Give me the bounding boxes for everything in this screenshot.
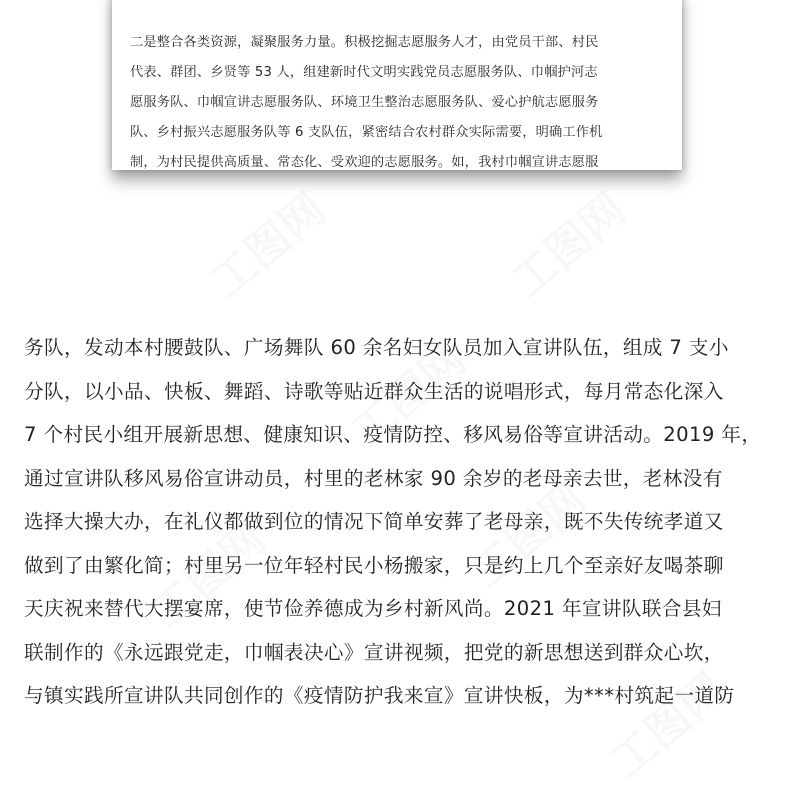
card-text-line: 代表、群团、乡贤等 53 人，组建新时代文明实践党员志愿服务队、巾帼护河志	[130, 65, 598, 80]
body-text-line: 做到了由繁化简；村里另一位年轻村民小杨搬家，只是约上几个至亲好友喝茶聊	[24, 553, 724, 577]
card-text-line: 愿服务队、巾帼宣讲志愿服务队、环境卫生整治志愿服务队、爱心护航志愿服务	[130, 95, 599, 110]
body-text-line: 7 个村民小组开展新思想、健康知识、疫情防控、移风易俗等宣讲活动。2019 年，	[24, 423, 762, 446]
body-text-line: 天庆祝来替代大摆宴席，使节俭养德成为乡村新风尚。2021 年宣讲队联合县妇	[24, 597, 722, 620]
watermark: 工图网	[341, 333, 476, 458]
card-text-line: 二是整合各类资源，凝聚服务力量。积极挖掘志愿服务人才，由党员干部、村民	[130, 35, 599, 50]
watermark: 工图网	[461, 473, 596, 598]
body-text-line: 分队，以小品、快板、舞蹈、诗歌等贴近群众生活的说唱形式，每月常态化深入	[24, 379, 724, 403]
body-text-line: 联制作的《永远跟党走，巾帼表决心》宣讲视频，把党的新思想送到群众心坎，	[24, 640, 724, 664]
watermark: 工图网	[601, 663, 736, 788]
body-paragraph	[24, 326, 784, 718]
watermark: 工图网	[501, 183, 636, 308]
document-card	[112, 0, 682, 170]
watermark: 工图网	[201, 183, 336, 308]
card-text-line: 队、乡村振兴志愿服务队等 6 支队伍，紧密结合农村群众实际需要，明确工作机	[130, 125, 603, 140]
body-text-line: 务队，发动本村腰鼓队、广场舞队 60 余名妇女队员加入宣讲队伍，组成 7 支小	[24, 336, 729, 359]
card-text-line: 制，为村民提供高质量、常态化、受欢迎的志愿服务。如，我村巾帼宣讲志愿服	[130, 155, 599, 170]
watermark: 工图网	[141, 513, 276, 638]
body-text-line: 与镇实践所宣讲队共同创作的《疫情防护我来宣》宣讲快板，为***村筑起一道防	[24, 684, 735, 707]
body-text-line: 选择大操大办，在礼仪都做到位的情况下简单安葬了老母亲，既不失传统孝道又	[24, 510, 724, 533]
body-text-line: 通过宣讲队移风易俗宣讲动员，村里的老林家 90 余岁的老母亲去世，老林没有	[24, 466, 723, 490]
